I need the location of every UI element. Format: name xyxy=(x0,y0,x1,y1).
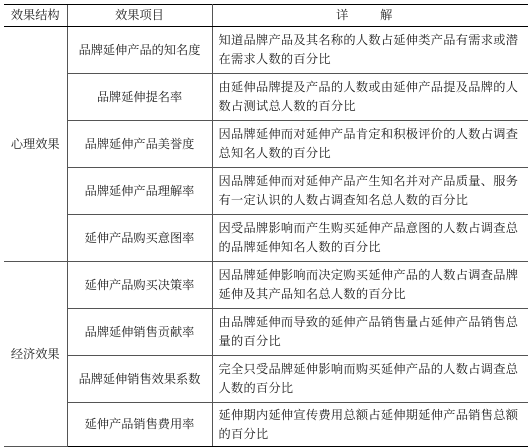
item-cell: 品牌延伸销售效果系数 xyxy=(67,356,212,403)
detail-cell: 完全只受品牌延伸影响而购买延伸产品的人数占调查总人数的百分比 xyxy=(212,356,528,403)
table-row xyxy=(4,309,528,356)
detail-cell: 知道品牌产品及其名称的人数占延伸类产品有需求或潜在需求人数的百分比 xyxy=(212,27,528,74)
table-row xyxy=(4,356,528,403)
item-cell: 品牌延伸产品美誉度 xyxy=(67,121,212,168)
item-cell: 品牌延伸产品的知名度 xyxy=(67,27,212,74)
group-psychological: 心理效果 xyxy=(4,27,67,262)
table-row xyxy=(4,168,528,215)
detail-cell: 因受品牌影响而产生购买延伸产品意图的人数占调查总的品牌延伸知名人数的百分比 xyxy=(212,215,528,262)
detail-cell: 因品牌延伸影响而决定购买延伸产品的人数占调查品牌延伸及其产品知名总人数的百分比 xyxy=(212,262,528,309)
item-cell: 延伸产品销售费用率 xyxy=(67,403,212,447)
header-structure: 效果结构 xyxy=(4,5,67,27)
table-row xyxy=(4,215,528,262)
detail-cell: 延伸期内延伸宣传费用总额占延伸期延伸产品销售总额的百分比 xyxy=(212,403,528,447)
item-cell: 品牌延伸产品理解率 xyxy=(67,168,212,215)
item-cell: 品牌延伸提名率 xyxy=(67,74,212,121)
table-row xyxy=(4,74,528,121)
detail-cell: 由品牌延伸而导致的延伸产品销售量占延伸产品销售总量的百分比 xyxy=(212,309,528,356)
item-cell: 品牌延伸销售贡献率 xyxy=(67,309,212,356)
detail-cell: 因品牌延伸而对延伸产品肯定和积极评价的人数占调查总知名人数的百分比 xyxy=(212,121,528,168)
table-row xyxy=(4,121,528,168)
table-row xyxy=(4,27,528,74)
table-row xyxy=(4,262,528,309)
item-cell: 延伸产品购买意图率 xyxy=(67,215,212,262)
table-row xyxy=(4,403,528,447)
group-economic: 经济效果 xyxy=(4,262,67,447)
item-cell: 延伸产品购买决策率 xyxy=(67,262,212,309)
header-row xyxy=(4,5,528,27)
header-item: 效果项目 xyxy=(67,5,212,27)
detail-cell: 由延伸品牌提及产品的人数或由延伸产品提及品牌的人数占测试总人数的百分比 xyxy=(212,74,528,121)
header-detail: 详 解 xyxy=(212,5,528,27)
detail-cell: 因品牌延伸而对延伸产品产生知名并对产品质量、服务有一定认识的人数占调查知名总人数的百分比 xyxy=(212,168,528,215)
effects-table xyxy=(4,4,528,447)
